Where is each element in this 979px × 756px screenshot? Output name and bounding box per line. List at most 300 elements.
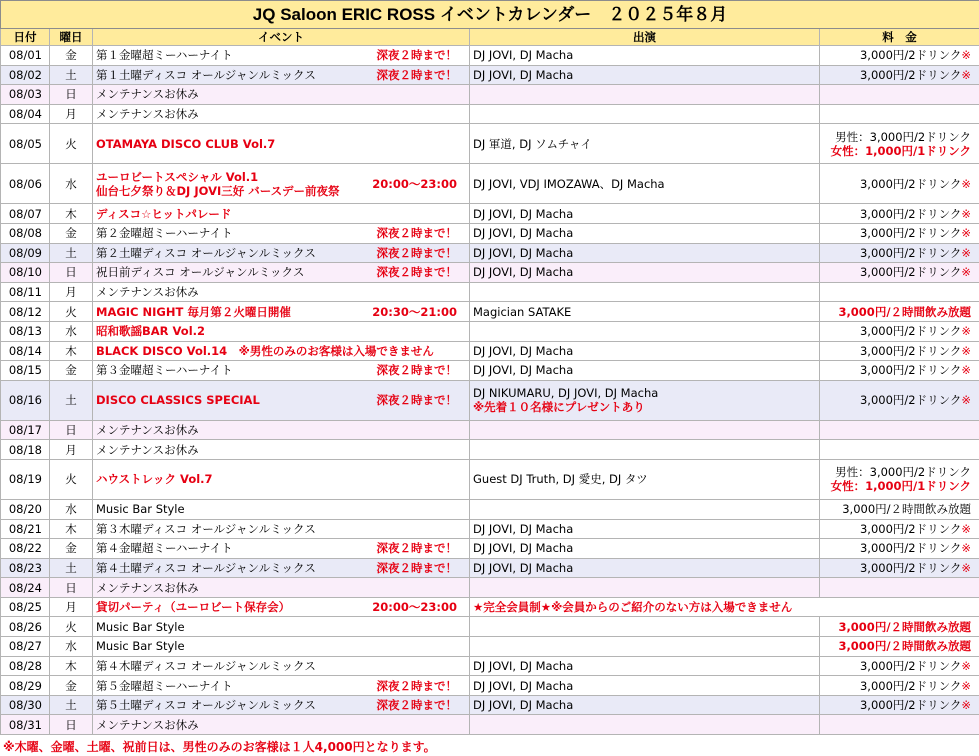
fee-value: 3,000円/2ドリンク: [859, 67, 962, 82]
fee-value: 3,000円/2ドリンク: [859, 698, 962, 713]
table-row: [1, 164, 979, 204]
event-cell: [93, 440, 470, 460]
performer-name: DJ JOVI, DJ Macha: [473, 48, 574, 63]
date-cell: 08/02: [1, 65, 50, 85]
event-name: 第２金曜超ミーハーナイト: [96, 226, 233, 241]
fee-cell: [820, 361, 979, 381]
performer-cell: [470, 695, 820, 715]
event-name: メンテナンスお休み: [96, 717, 199, 732]
event-cell: [93, 243, 470, 263]
fee-cell: [820, 499, 979, 519]
table-row: [1, 302, 979, 322]
table-row: [1, 321, 979, 341]
day-cell: 水: [50, 499, 93, 519]
date-cell: 08/21: [1, 519, 50, 539]
table-row: [1, 656, 979, 676]
table-row: [1, 459, 979, 499]
fee-cell: [820, 578, 979, 598]
performer-lines: [473, 386, 816, 414]
performer-cell: [470, 637, 820, 657]
fee-cell: [820, 204, 979, 224]
fee-value: 3,000円/２時間飲み放題: [838, 619, 972, 634]
performer-name: DJ JOVI, DJ Macha: [473, 265, 574, 280]
date-cell: 08/17: [1, 420, 50, 440]
day-cell: 土: [50, 695, 93, 715]
fee-asterisk: ※: [961, 206, 972, 221]
table-row: [1, 204, 979, 224]
fee-value: 3,000円/2ドリンク: [859, 678, 962, 693]
table-row: [1, 223, 979, 243]
date-cell: 08/29: [1, 676, 50, 696]
header-date: 日付: [1, 29, 50, 46]
event-cell: [93, 578, 470, 598]
day-cell: 火: [50, 124, 93, 164]
table-row: [1, 499, 979, 519]
performer-name: DJ JOVI, DJ Macha: [473, 245, 574, 260]
event-name: 貸切パーティ（ユーロビート保存会）: [96, 600, 291, 615]
day-cell: 月: [50, 104, 93, 124]
event-name: 昭和歌謡BAR Vol.2: [96, 324, 206, 339]
fee-cell: [820, 164, 979, 204]
event-name: メンテナンスお休み: [96, 107, 199, 122]
header-row: [1, 29, 979, 46]
performer-name: DJ JOVI, DJ Macha: [473, 541, 574, 556]
performer-name: DJ JOVI, DJ Macha: [473, 560, 574, 575]
table-row: [1, 420, 979, 440]
fee-cell: [820, 341, 979, 361]
table-row: [1, 695, 979, 715]
event-cell: [93, 341, 470, 361]
fee-lines: [823, 465, 971, 493]
event-name: メンテナンスお休み: [96, 285, 199, 300]
date-cell: 08/08: [1, 223, 50, 243]
day-cell: 日: [50, 420, 93, 440]
day-cell: 金: [50, 539, 93, 559]
members-only-note: [470, 597, 979, 617]
performer-cell: [470, 164, 820, 204]
performer-cell: [470, 65, 820, 85]
performer-cell: [470, 617, 820, 637]
performer-cell: [470, 656, 820, 676]
event-time-note: 20:00～23:00: [372, 176, 457, 191]
fee-asterisk: ※: [961, 521, 972, 536]
event-name: ディスコ☆ヒットパレード: [96, 206, 232, 221]
performer-name: DJ JOVI, DJ Macha: [473, 521, 574, 536]
day-cell: 月: [50, 597, 93, 617]
day-cell: 木: [50, 204, 93, 224]
performer-cell: [470, 440, 820, 460]
header-fee: 料 金: [820, 29, 979, 46]
date-cell: 08/18: [1, 440, 50, 460]
fee-cell: [820, 302, 979, 322]
date-cell: 08/04: [1, 104, 50, 124]
fee-cell: [820, 519, 979, 539]
date-cell: 08/27: [1, 637, 50, 657]
day-cell: 火: [50, 617, 93, 637]
event-cell: [93, 263, 470, 283]
event-time-note: 深夜２時まで！: [376, 226, 457, 241]
fee-value: 3,000円/2ドリンク: [859, 206, 962, 221]
day-cell: 土: [50, 380, 93, 420]
event-time-note: 20:30～21:00: [372, 304, 457, 319]
event-cell: [93, 380, 470, 420]
fee-cell: [820, 321, 979, 341]
date-cell: 08/01: [1, 46, 50, 66]
table-row: [1, 124, 979, 164]
event-name: 第４土曜ディスコ オールジャンルミックス: [96, 560, 316, 575]
table-row: [1, 617, 979, 637]
performer-cell: [470, 263, 820, 283]
fee-cell: [820, 380, 979, 420]
event-cell: [93, 85, 470, 105]
day-cell: 金: [50, 46, 93, 66]
performer-cell: [470, 361, 820, 381]
date-cell: 08/10: [1, 263, 50, 283]
table-row: [1, 380, 979, 420]
table-row: [1, 361, 979, 381]
event-name: 第３金曜超ミーハーナイト: [96, 363, 233, 378]
performer-cell: [470, 558, 820, 578]
fee-cell: [820, 46, 979, 66]
event-time-note: 深夜２時まで！: [376, 560, 457, 575]
date-cell: 08/30: [1, 695, 50, 715]
footnote: ※木曜、金曜、土曜、祝前日は、男性のみのお客様は１人4,000円となります。: [3, 740, 436, 754]
event-name: BLACK DISCO Vol.14 ※男性のみのお客様は入場できません: [96, 343, 434, 358]
fee-cell: [820, 558, 979, 578]
event-name: 第１金曜超ミーハーナイト: [96, 48, 233, 63]
members-only-text: ★完全会員制★※会員からのご紹介のない方は入場できません: [473, 600, 793, 615]
day-cell: 日: [50, 85, 93, 105]
table-row: [1, 440, 979, 460]
event-name: 第５土曜ディスコ オールジャンルミックス: [96, 698, 316, 713]
header-event: イベント: [93, 29, 470, 46]
day-cell: 月: [50, 282, 93, 302]
fee-value: 3,000円/2ドリンク: [859, 176, 962, 191]
performer-line2: ※先着１０名様にプレゼントあり: [473, 400, 645, 415]
performer-cell: [470, 104, 820, 124]
table-row: [1, 263, 979, 283]
event-cell: [93, 104, 470, 124]
fee-value: 3,000円/2ドリンク: [859, 521, 962, 536]
performer-cell: [470, 243, 820, 263]
fee-female: 女性：1,000円/1ドリンク: [830, 479, 972, 494]
performer-cell: [470, 321, 820, 341]
performer-cell: [470, 578, 820, 598]
title-row: [1, 1, 979, 29]
event-name: ユーロビートスペシャル Vol.1: [96, 169, 259, 184]
performer-cell: [470, 282, 820, 302]
date-cell: 08/28: [1, 656, 50, 676]
performer-cell: [470, 420, 820, 440]
date-cell: 08/19: [1, 459, 50, 499]
event-cell: [93, 164, 470, 204]
fee-cell: [820, 715, 979, 735]
table-row: [1, 104, 979, 124]
table-row: [1, 85, 979, 105]
event-name: メンテナンスお休み: [96, 442, 199, 457]
event-cell: [93, 302, 470, 322]
day-cell: 水: [50, 321, 93, 341]
table-row: [1, 519, 979, 539]
performer-name: DJ JOVI, DJ Macha: [473, 343, 574, 358]
event-name: 第４金曜超ミーハーナイト: [96, 541, 233, 556]
fee-value: 3,000円/2ドリンク: [859, 541, 962, 556]
date-cell: 08/05: [1, 124, 50, 164]
fee-value: 3,000円/２時間飲み放題: [838, 639, 972, 654]
table-row: [1, 558, 979, 578]
performer-cell: [470, 223, 820, 243]
event-name: DISCO CLASSICS SPECIAL: [96, 393, 260, 408]
event-name: OTAMAYA DISCO CLUB Vol.7: [96, 136, 276, 151]
event-cell: [93, 282, 470, 302]
day-cell: 月: [50, 440, 93, 460]
fee-value: 3,000円/2ドリンク: [859, 343, 962, 358]
day-cell: 木: [50, 519, 93, 539]
event-cell: [93, 617, 470, 637]
fee-value: 3,000円/２時間飲み放題: [842, 502, 972, 517]
fee-value: 3,000円/2ドリンク: [859, 48, 962, 63]
fee-cell: [820, 617, 979, 637]
performer-cell: [470, 499, 820, 519]
date-cell: 08/26: [1, 617, 50, 637]
fee-cell: [820, 676, 979, 696]
performer-cell: [470, 85, 820, 105]
fee-value: 3,000円/2ドリンク: [859, 658, 962, 673]
event-cell: [93, 459, 470, 499]
fee-asterisk: ※: [961, 324, 972, 339]
date-cell: 08/12: [1, 302, 50, 322]
event-time-note: 深夜２時まで！: [376, 541, 457, 556]
day-cell: 水: [50, 164, 93, 204]
event-time-note: 深夜２時まで！: [376, 245, 457, 260]
day-cell: 木: [50, 656, 93, 676]
event-cell: [93, 65, 470, 85]
event-time-note: 深夜２時まで！: [376, 678, 457, 693]
fee-lines: [823, 130, 971, 158]
day-cell: 土: [50, 65, 93, 85]
event-cell: [93, 519, 470, 539]
performer-name: DJ JOVI, DJ Macha: [473, 206, 574, 221]
fee-value: 3,000円/2ドリンク: [859, 363, 962, 378]
date-cell: 08/20: [1, 499, 50, 519]
event-name: メンテナンスお休み: [96, 423, 199, 438]
fee-value: 3,000円/２時間飲み放題: [838, 304, 972, 319]
fee-value: 3,000円/2ドリンク: [859, 245, 962, 260]
fee-asterisk: ※: [961, 658, 972, 673]
date-cell: 08/07: [1, 204, 50, 224]
performer-name: Guest DJ Truth, DJ 愛史, DJ タツ: [473, 472, 648, 487]
header-performer: 出演: [470, 29, 820, 46]
event-cell: [93, 695, 470, 715]
day-cell: 土: [50, 558, 93, 578]
fee-value: 3,000円/2ドリンク: [859, 560, 962, 575]
performer-name: DJ 軍道, DJ ソムチャイ: [473, 136, 592, 151]
performer-name: DJ JOVI, DJ Macha: [473, 678, 574, 693]
performer-cell: [470, 380, 820, 420]
performer-cell: [470, 459, 820, 499]
performer-cell: [470, 204, 820, 224]
event-name: Music Bar Style: [96, 619, 185, 634]
event-name: 第５金曜超ミーハーナイト: [96, 678, 233, 693]
table-row: [1, 46, 979, 66]
table-row: [1, 676, 979, 696]
day-cell: 日: [50, 263, 93, 283]
fee-cell: [820, 459, 979, 499]
fee-cell: [820, 695, 979, 715]
performer-name: DJ JOVI, DJ Macha: [473, 226, 574, 241]
table-row: [1, 637, 979, 657]
performer-name: DJ NIKUMARU, DJ JOVI, DJ Macha: [473, 386, 659, 401]
event-name: メンテナンスお休み: [96, 87, 199, 102]
fee-male: 男性：3,000円/2ドリンク: [835, 129, 972, 144]
event-name: 祝日前ディスコ オールジャンルミックス: [96, 265, 305, 280]
event-name: 第３木曜ディスコ オールジャンルミックス: [96, 521, 316, 536]
performer-cell: [470, 539, 820, 559]
event-cell: [93, 223, 470, 243]
fee-asterisk: ※: [961, 343, 972, 358]
fee-asterisk: ※: [961, 48, 972, 63]
fee-asterisk: ※: [961, 176, 972, 191]
day-cell: 土: [50, 243, 93, 263]
fee-value: 3,000円/2ドリンク: [859, 226, 962, 241]
event-name: 第２土曜ディスコ オールジャンルミックス: [96, 245, 316, 260]
event-name: Music Bar Style: [96, 502, 185, 517]
event-name-line2: 仙台七夕祭り＆DJ JOVI三好 バースデー前夜祭: [96, 183, 340, 198]
day-cell: 日: [50, 578, 93, 598]
event-cell: [93, 499, 470, 519]
fee-female: 女性：1,000円/1ドリンク: [830, 143, 972, 158]
event-cell: [93, 637, 470, 657]
event-cell: [93, 656, 470, 676]
event-cell: [93, 361, 470, 381]
fee-value: 3,000円/2ドリンク: [859, 393, 962, 408]
event-cell: [93, 676, 470, 696]
performer-cell: [470, 715, 820, 735]
calendar-title: JQ Saloon ERIC ROSS イベントカレンダー ２０２５年８月: [1, 1, 979, 29]
event-name: メンテナンスお休み: [96, 580, 199, 595]
header-day: 曜日: [50, 29, 93, 46]
fee-cell: [820, 282, 979, 302]
performer-cell: [470, 124, 820, 164]
table-row: [1, 539, 979, 559]
event-time-note: 深夜２時まで！: [376, 363, 457, 378]
date-cell: 08/31: [1, 715, 50, 735]
performer-cell: [470, 519, 820, 539]
fee-asterisk: ※: [961, 265, 972, 280]
fee-asterisk: ※: [961, 678, 972, 693]
event-time-note: 深夜２時まで！: [376, 48, 457, 63]
event-cell: [93, 204, 470, 224]
day-cell: 日: [50, 715, 93, 735]
date-cell: 08/23: [1, 558, 50, 578]
fee-asterisk: ※: [961, 541, 972, 556]
fee-cell: [820, 539, 979, 559]
fee-cell: [820, 85, 979, 105]
event-cell: [93, 321, 470, 341]
day-cell: 金: [50, 676, 93, 696]
event-cell: [93, 539, 470, 559]
date-cell: 08/22: [1, 539, 50, 559]
performer-name: Magician SATAKE: [473, 304, 572, 319]
event-time-note: 20:00～23:00: [372, 600, 457, 615]
date-cell: 08/03: [1, 85, 50, 105]
fee-value: 3,000円/2ドリンク: [859, 265, 962, 280]
performer-name: DJ JOVI, DJ Macha: [473, 67, 574, 82]
fee-cell: [820, 420, 979, 440]
fee-asterisk: ※: [961, 393, 972, 408]
date-cell: 08/13: [1, 321, 50, 341]
fee-male: 男性：3,000円/2ドリンク: [835, 465, 972, 480]
table-row: [1, 715, 979, 735]
fee-cell: [820, 223, 979, 243]
date-cell: 08/16: [1, 380, 50, 420]
fee-cell: [820, 263, 979, 283]
table-row: [1, 578, 979, 598]
event-cell: [93, 715, 470, 735]
date-cell: 08/11: [1, 282, 50, 302]
date-cell: 08/06: [1, 164, 50, 204]
event-name: ハウストレック Vol.7: [96, 472, 213, 487]
fee-cell: [820, 104, 979, 124]
performer-name: DJ JOVI, DJ Macha: [473, 363, 574, 378]
date-cell: 08/09: [1, 243, 50, 263]
event-time-note: 深夜２時まで！: [376, 393, 457, 408]
table-row: [1, 341, 979, 361]
performer-cell: [470, 676, 820, 696]
fee-cell: [820, 440, 979, 460]
performer-name: DJ JOVI, VDJ IMOZAWA、DJ Macha: [473, 176, 665, 191]
performer-cell: [470, 302, 820, 322]
fee-asterisk: ※: [961, 67, 972, 82]
performer-name: DJ JOVI, DJ Macha: [473, 658, 574, 673]
fee-cell: [820, 124, 979, 164]
fee-value: 3,000円/2ドリンク: [859, 324, 962, 339]
table-row: [1, 243, 979, 263]
fee-cell: [820, 656, 979, 676]
event-name: 第４木曜ディスコ オールジャンルミックス: [96, 658, 316, 673]
fee-cell: [820, 65, 979, 85]
event-name: Music Bar Style: [96, 639, 185, 654]
fee-asterisk: ※: [961, 698, 972, 713]
event-cell: [93, 46, 470, 66]
date-cell: 08/15: [1, 361, 50, 381]
event-time-note: 深夜２時まで！: [376, 265, 457, 280]
event-name: MAGIC NIGHT 毎月第２火曜日開催: [96, 304, 291, 319]
day-cell: 木: [50, 341, 93, 361]
date-cell: 08/14: [1, 341, 50, 361]
event-time-note: 深夜２時まで！: [376, 67, 457, 82]
day-cell: 火: [50, 302, 93, 322]
table-row: [1, 282, 979, 302]
fee-asterisk: ※: [961, 560, 972, 575]
fee-cell: [820, 637, 979, 657]
table-row: [1, 597, 979, 617]
day-cell: 金: [50, 223, 93, 243]
day-cell: 火: [50, 459, 93, 499]
day-cell: 水: [50, 637, 93, 657]
fee-asterisk: ※: [961, 226, 972, 241]
fee-cell: [820, 243, 979, 263]
day-cell: 金: [50, 361, 93, 381]
date-cell: 08/25: [1, 597, 50, 617]
event-cell: [93, 597, 470, 617]
performer-cell: [470, 46, 820, 66]
event-cell: [93, 124, 470, 164]
date-cell: 08/24: [1, 578, 50, 598]
fee-asterisk: ※: [961, 363, 972, 378]
performer-name: DJ JOVI, DJ Macha: [473, 698, 574, 713]
event-time-note: 深夜２時まで！: [376, 698, 457, 713]
